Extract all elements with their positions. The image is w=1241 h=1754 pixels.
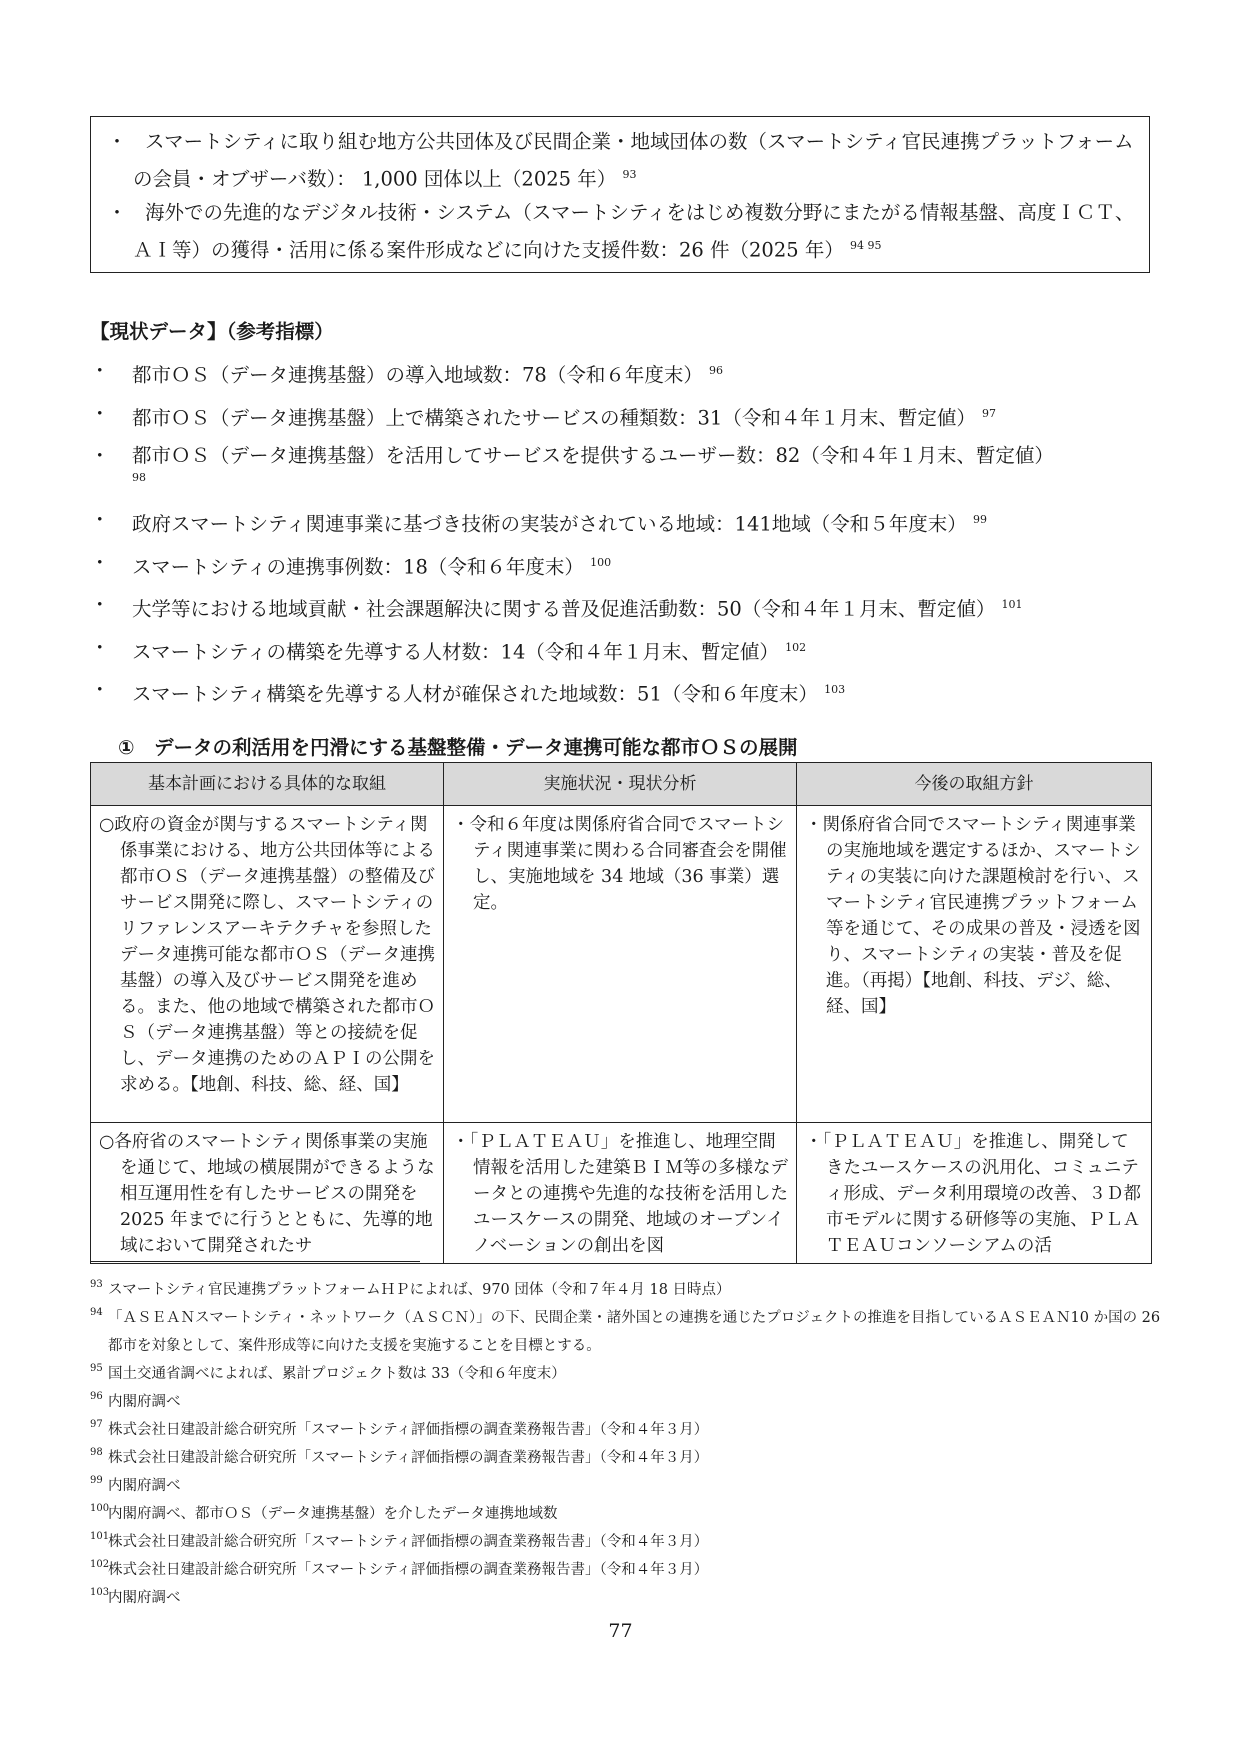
footnote	[90, 1416, 1165, 1444]
footnote-divider	[90, 1261, 420, 1262]
footnote	[90, 1584, 1165, 1612]
bullet: ・	[107, 130, 127, 153]
footnote-ref: 93	[622, 168, 637, 181]
footnote	[90, 1500, 1165, 1528]
footnote	[90, 1276, 1165, 1304]
status-list	[90, 352, 1170, 714]
bullet: ・	[90, 401, 110, 425]
footnote-number: 95	[90, 1363, 103, 1374]
target-text: スマートシティに取り組む地方公共団体及び民間企業・地域団体の数（スマートシティ官民連携プラットフォームの会員・オブザーバ数）： 1,000 団体以上（2025 年）	[133, 130, 1134, 191]
column-header: 基本計画における具体的な取組	[91, 763, 444, 806]
footnote-number: 93	[90, 1279, 103, 1290]
footnote-text: 内閣府調べ	[108, 1394, 181, 1410]
status-item	[90, 437, 1170, 487]
footnote-number: 102	[90, 1559, 110, 1570]
table-row	[91, 1123, 1152, 1264]
table-cell	[91, 1123, 444, 1264]
footnote-number: 96	[90, 1391, 103, 1402]
footnote-ref: 94 95	[850, 238, 882, 252]
footnote	[90, 1360, 1165, 1388]
target-item	[101, 196, 1139, 267]
footnote-ref: 101	[1001, 598, 1023, 611]
footnote-text: 株式会社日建設計総合研究所「スマートシティ評価指標の調査業務報告書」（令和４年３月）	[108, 1450, 709, 1466]
plan-table	[90, 762, 1152, 1264]
footnote-ref: 97	[982, 406, 997, 420]
status-text: 都市ＯＳ（データ連携基盤）の導入地域数：78（令和６年度末）	[132, 363, 703, 387]
footnote-number: 99	[90, 1475, 103, 1486]
footnote-ref: 99	[972, 513, 987, 526]
bullet: ・	[90, 550, 110, 574]
bullet: ・	[90, 635, 110, 659]
bullet: ・	[90, 359, 110, 382]
cell-text: ・「ＰＬＡＴＥＡＵ」を推進し、地理空間情報を活用した建築ＢＩＭ等の多様なデータとの連携や先進的な技術を活用したユースケースの開発、地域のオープンイノベーションの創出を図	[452, 1132, 788, 1256]
page-number: 77	[608, 1620, 633, 1642]
status-item	[90, 544, 1170, 587]
footnote-text: 内閣府調べ、都市ＯＳ（データ連携基盤）を介したデータ連携地域数	[108, 1506, 558, 1522]
footnote	[90, 1444, 1165, 1472]
bullet: ・	[90, 508, 110, 531]
table-cell	[797, 1123, 1152, 1264]
status-item	[90, 395, 1170, 438]
bullet: ・	[90, 593, 110, 616]
footnote-number: 94	[90, 1307, 103, 1318]
cell-text: ○各府省のスマートシティ関係事業の実施を通じて、地域の横展開ができるような相互運用性を有したサービスの開発を 2025 年までに行うとともに、先導的地域において開発されたサ	[99, 1132, 435, 1256]
footnote	[90, 1556, 1165, 1584]
footnote-text: 株式会社日建設計総合研究所「スマートシティ評価指標の調査業務報告書」（令和４年３月）	[108, 1562, 709, 1578]
status-heading: 【現状データ】（参考指標）	[90, 320, 334, 343]
status-item	[90, 629, 1170, 672]
footnote-ref: 102	[785, 640, 807, 654]
footnote-text: 株式会社日建設計総合研究所「スマートシティ評価指標の調査業務報告書」（令和４年３月）	[108, 1422, 709, 1438]
footnote	[90, 1388, 1165, 1416]
bullet: ・	[90, 678, 110, 701]
cell-text: ○政府の資金が関与するスマートシティ関係事業における、地方公共団体等による都市ＯＳ（データ連携基盤）の整備及びサービス開発に際し、スマートシティのリファレンスアーキテクチャを参照したデータ連携可能な都市ＯＳ（データ連携基盤）の導入及びサービス開発を進める。また、他の地域で構築された都市ＯＳ（データ連携基盤）等との接続を促し、データ連携のためのＡＰＩの公開を求める。【地創、科技、総、経、国】	[99, 815, 435, 1095]
target-text: 海外での先進的なデジタル技術・システム（スマートシティをはじめ複数分野にまたがる情報基盤、高度ＩＣＴ、ＡＩ等）の獲得・活用に係る案件形成などに向けた支援件数：26 件（2025 年）	[133, 200, 1135, 261]
footnote-text: 内閣府調べ	[108, 1590, 181, 1606]
footnote	[90, 1472, 1165, 1500]
status-text: 政府スマートシティ関連事業に基づき技術の実装がされている地域：141地域（令和５年度末）	[132, 512, 967, 536]
column-header: 今後の取組方針	[797, 763, 1152, 806]
column-header: 実施状況・現状分析	[444, 763, 797, 806]
status-text: 都市ＯＳ（データ連携基盤）上で構築されたサービスの種類数：31（令和４年１月末、暫定値）	[132, 406, 976, 429]
footnotes	[90, 1276, 1165, 1612]
footnote	[90, 1528, 1165, 1556]
table-cell	[444, 806, 797, 1123]
status-text: スマートシティの連携事例数：18（令和６年度末）	[132, 555, 584, 578]
footnote-number: 103	[90, 1587, 110, 1598]
footnote-text: スマートシティ官民連携プラットフォームＨＰによれば、970 団体（令和７年４月 18 日時点）	[108, 1282, 731, 1298]
cell-text: ・「ＰＬＡＴＥＡＵ」を推進し、開発してきたユースケースの汎用化、コミュニティ形成、データ利用環境の改善、３Ｄ都市モデルに関する研修等の実施、ＰＬＡＴＥＡＵコンソーシアムの活	[805, 1132, 1141, 1256]
footnote-number: 97	[90, 1419, 103, 1430]
status-item	[90, 671, 1170, 714]
table-cell	[91, 806, 444, 1123]
bullet: ・	[90, 444, 110, 467]
cell-text: ・関係府省合同でスマートシティ関連事業の実施地域を選定するほか、スマートシティの実装に向けた課題検討を行い、スマートシティ官民連携プラットフォーム等を通じて、その成果の普及・浸透を図り、スマートシティの実装・普及を促進。（再掲）【地創、科技、デジ、総、経、国】	[805, 815, 1141, 1017]
section-heading: ① データの利活用を円滑にする基盤整備・データ連携可能な都市ＯＳの展開	[118, 736, 798, 759]
table-cell	[444, 1123, 797, 1264]
footnote-number: 101	[90, 1531, 110, 1542]
target-box	[90, 116, 1150, 273]
bullet: ・	[107, 200, 127, 224]
footnote-ref: 96	[709, 364, 724, 377]
footnote-text: 「ＡＳＥＡＮスマートシティ・ネットワーク（ＡＳＣＮ）」の下、民間企業・諸外国との連携を通じたプロジェクトの推進を目指しているＡＳＥＡＮ10 か国の 26 都市を対象として、案件形成等に向けた支援を実施することを目標とする。	[108, 1310, 1161, 1354]
footnote-number: 100	[90, 1503, 110, 1514]
cell-text: ・令和６年度は関係府省合同でスマートシティ関連事業に関わる合同審査会を開催し、実施地域を 34 地域（36 事業）選定。	[452, 815, 787, 913]
status-text: 都市ＯＳ（データ連携基盤）を活用してサービスを提供するユーザー数：82（令和４年１月末、暫定値）	[132, 444, 1054, 467]
status-item	[90, 352, 1170, 395]
status-item	[90, 586, 1170, 629]
status-text: スマートシティ構築を先導する人材が確保された地域数：51（令和６年度末）	[132, 682, 818, 706]
footnote-text: 内閣府調べ	[108, 1478, 181, 1494]
footnote-text: 国土交通省調べによれば、累計プロジェクト数は 33（令和６年度末）	[108, 1366, 566, 1382]
status-text: 大学等における地域貢献・社会課題解決に関する普及促進活動数：50（令和４年１月末、暫定値）	[132, 597, 996, 621]
footnote-ref: 98	[132, 471, 146, 484]
footnote-text: 株式会社日建設計総合研究所「スマートシティ評価指標の調査業務報告書」（令和４年３月）	[108, 1534, 709, 1550]
footnote-ref: 100	[590, 555, 612, 569]
target-item	[101, 125, 1139, 196]
table-header-row	[91, 763, 1152, 806]
status-text: スマートシティの構築を先導する人材数：14（令和４年１月末、暫定値）	[132, 640, 779, 663]
footnote-number: 98	[90, 1447, 103, 1458]
table-row	[91, 806, 1152, 1123]
footnote-ref: 103	[824, 683, 846, 696]
table-cell	[797, 806, 1152, 1123]
status-item	[90, 501, 1170, 544]
footnote	[90, 1304, 1165, 1360]
